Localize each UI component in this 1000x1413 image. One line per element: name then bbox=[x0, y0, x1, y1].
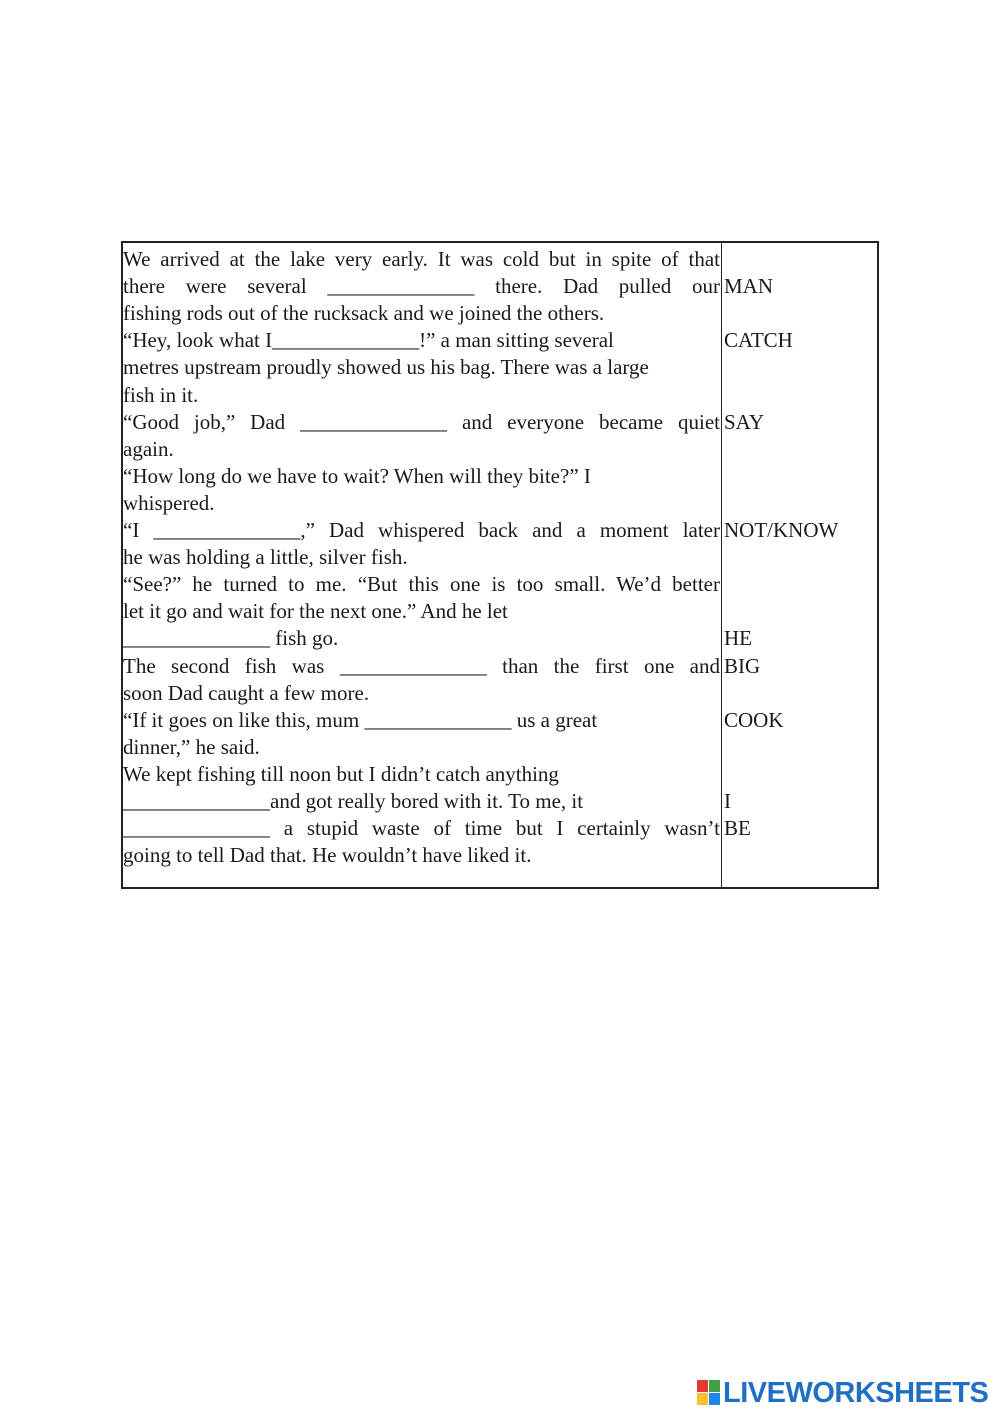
passage-line: ______________ a stupid waste of time but I certainly wasn’t bbox=[123, 816, 720, 841]
base-word: COOK bbox=[724, 707, 784, 732]
logo-tile bbox=[709, 1380, 720, 1392]
table-row bbox=[123, 300, 877, 327]
base-word: HE bbox=[724, 626, 752, 651]
passage-line: there were several ______________ there. Dad pulled our bbox=[123, 274, 720, 299]
passage-line: again. bbox=[123, 436, 174, 461]
table-row bbox=[123, 625, 877, 652]
base-word: MAN bbox=[724, 274, 774, 299]
brand-name: LIVEWORKSHEETS bbox=[723, 1376, 989, 1409]
table-row bbox=[123, 653, 877, 680]
table-row bbox=[123, 544, 877, 571]
table-row bbox=[123, 327, 877, 354]
table-row bbox=[123, 354, 877, 381]
passage-line: “If it goes on like this, mum ______________ us a great bbox=[123, 707, 598, 732]
table-row bbox=[123, 517, 877, 544]
table-row bbox=[123, 707, 877, 734]
table-row bbox=[123, 680, 877, 707]
passage-line: “Hey, look what I______________!” a man sitting several bbox=[123, 328, 614, 353]
passage-line: fishing rods out of the rucksack and we joined the others. bbox=[123, 301, 605, 326]
passage-line: fish in it. bbox=[123, 382, 199, 407]
passage-line: going to tell Dad that. He wouldn’t have liked it. bbox=[123, 843, 532, 868]
passage-line: whispered. bbox=[123, 490, 215, 515]
table-row bbox=[123, 463, 877, 490]
base-word: NOT/KNOW bbox=[724, 518, 839, 542]
base-word: CATCH bbox=[724, 328, 793, 353]
passage-line: let it go and wait for the next one.” And he let bbox=[123, 599, 508, 624]
base-word: I bbox=[724, 789, 731, 813]
table-row bbox=[123, 815, 877, 842]
liveworksheets-logo-icon bbox=[697, 1380, 721, 1406]
base-word: SAY bbox=[724, 409, 765, 434]
passage-line: We arrived at the lake very early. It was cold but in spite of that bbox=[123, 247, 720, 271]
passage-line: “Good job,” Dad ______________ and everyone became quiet bbox=[123, 409, 720, 434]
table-row bbox=[123, 409, 877, 436]
passage-line: We kept fishing till noon but I didn’t catch anything bbox=[123, 761, 559, 786]
base-word: BIG bbox=[724, 653, 761, 678]
passage-line: soon Dad caught a few more. bbox=[123, 680, 370, 705]
logo-tile bbox=[709, 1393, 720, 1405]
passage-line: metres upstream proudly showed us his bag. There was a large bbox=[123, 355, 649, 380]
passage-line: ______________ fish go. bbox=[123, 626, 339, 651]
table-row bbox=[123, 571, 877, 598]
table-row bbox=[123, 598, 877, 625]
passage-line: “See?” he turned to me. “But this one is too small. We’d better bbox=[123, 572, 720, 597]
passage-line: “How long do we have to wait? When will they bite?” I bbox=[123, 463, 591, 488]
passage-line: The second fish was ______________ than the first one and bbox=[123, 653, 720, 678]
passage-line: ______________and got really bored with it. To me, it bbox=[123, 789, 584, 813]
base-word: BE bbox=[724, 816, 751, 841]
table-row bbox=[123, 842, 877, 869]
table-row bbox=[123, 273, 877, 300]
table-row bbox=[123, 382, 877, 409]
table-row bbox=[123, 246, 877, 273]
exercise-table bbox=[121, 241, 879, 889]
logo-tile bbox=[697, 1393, 708, 1405]
table-row bbox=[123, 490, 877, 517]
logo-tile bbox=[697, 1380, 708, 1392]
table-row bbox=[123, 734, 877, 761]
passage-line: “I ______________,” Dad whispered back and a moment later bbox=[123, 518, 720, 542]
table-row bbox=[123, 436, 877, 463]
passage-line: he was holding a little, silver fish. bbox=[123, 545, 408, 570]
passage-line: dinner,” he said. bbox=[123, 734, 260, 759]
table-row bbox=[123, 788, 877, 815]
brand-logo bbox=[697, 1377, 988, 1409]
table-row bbox=[123, 761, 877, 788]
